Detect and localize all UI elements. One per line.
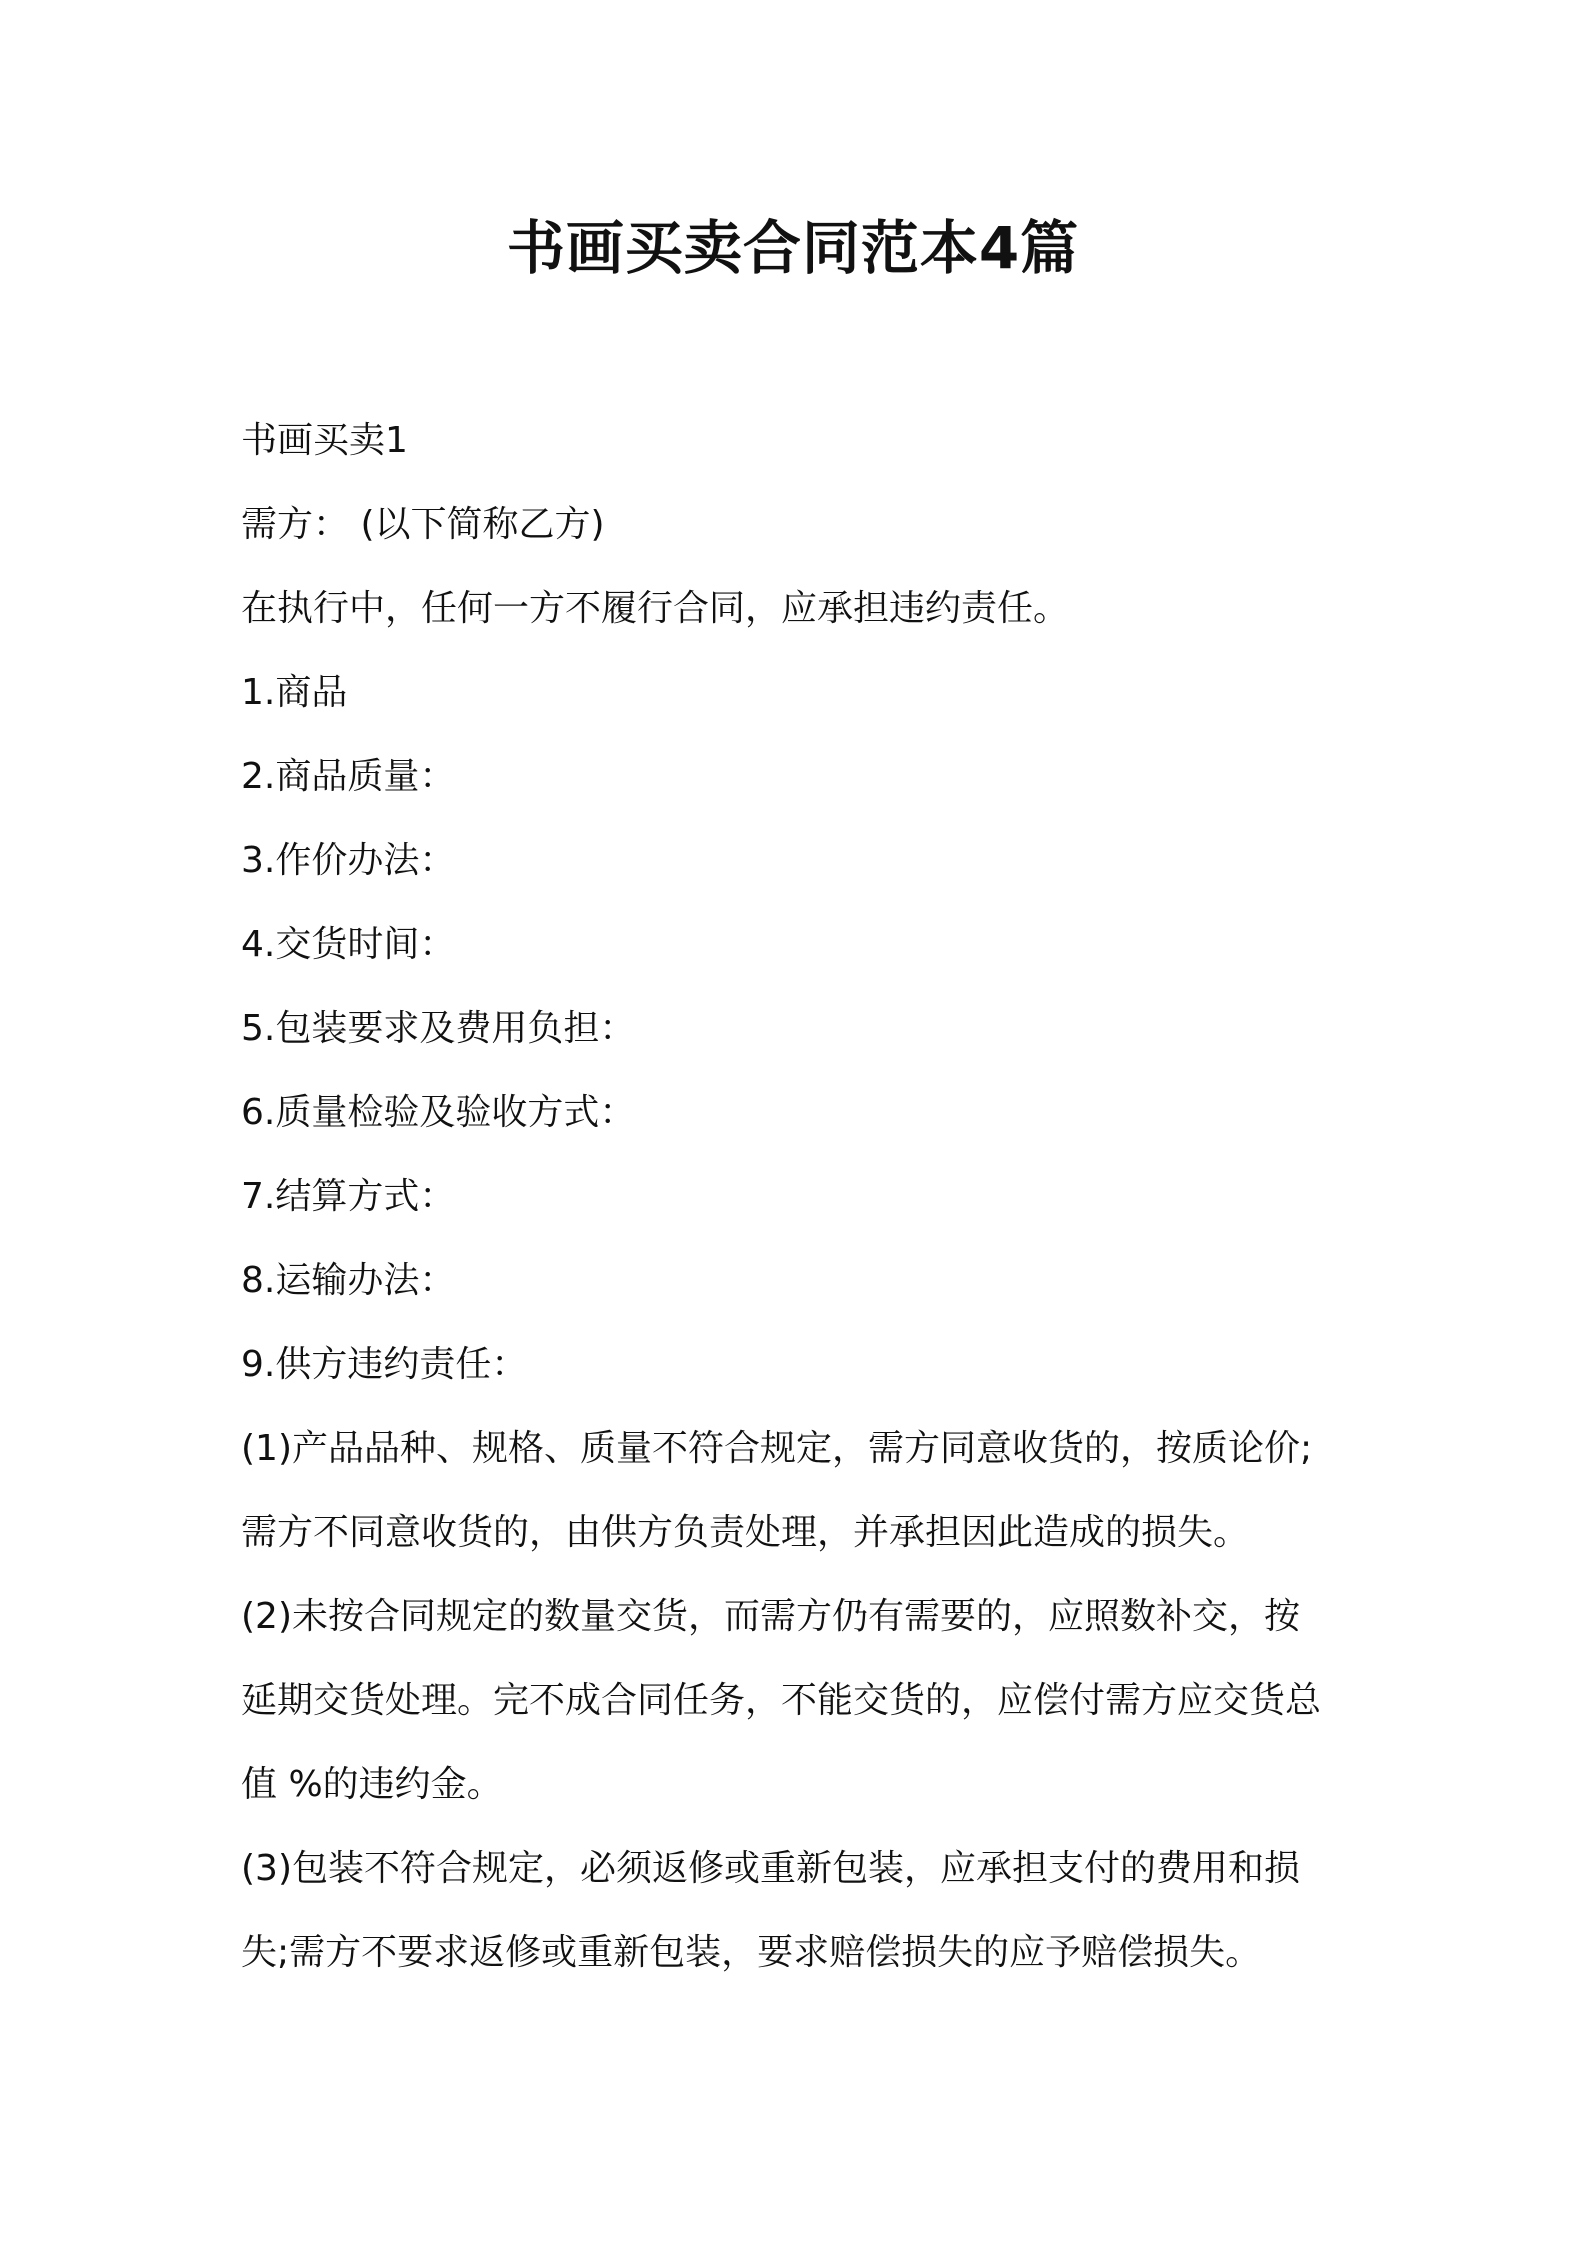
clause-item: 8.运输办法：	[241, 1260, 456, 1301]
document-title: 书画买卖合同范本4篇	[506, 214, 1080, 282]
document-body	[241, 399, 1361, 1995]
paragraph-line: (1)产品品种、规格、质量不符合规定，需方同意收货的，按质论价;	[241, 1428, 1313, 1469]
paragraph-line: (2)未按合同规定的数量交货，而需方仍有需要的，应照数补交，按	[241, 1596, 1300, 1637]
clause-item: 4.交货时间：	[241, 924, 456, 965]
paragraph-line: 延期交货处理。完不成合同任务，不能交货的，应偿付需方应交货总	[241, 1680, 1322, 1721]
clause-item: 7.结算方式：	[241, 1176, 456, 1217]
clause-item: 1.商品	[241, 672, 348, 713]
clause-item: 9.供方违约责任：	[241, 1344, 528, 1385]
clause-item: 2.商品质量：	[241, 756, 456, 797]
section-heading: 书画买卖1	[241, 420, 408, 461]
clause-item: 5.包装要求及费用负担：	[241, 1008, 636, 1049]
paragraph-line: 值 %的违约金。	[241, 1764, 503, 1805]
paragraph-line: 失;需方不要求返修或重新包装，要求赔偿损失的应予赔偿损失。	[241, 1932, 1262, 1973]
paragraph-line: (3)包装不符合规定，必须返修或重新包装，应承担支付的费用和损	[241, 1848, 1300, 1889]
clause-item: 3.作价办法：	[241, 840, 456, 881]
party-line: 需方： (以下简称乙方)	[241, 504, 605, 545]
clause-item: 6.质量检验及验收方式：	[241, 1092, 636, 1133]
paragraph-line: 需方不同意收货的，由供方负责处理，并承担因此造成的损失。	[241, 1512, 1250, 1553]
paragraph-line: 在执行中，任何一方不履行合同，应承担违约责任。	[241, 588, 1070, 629]
